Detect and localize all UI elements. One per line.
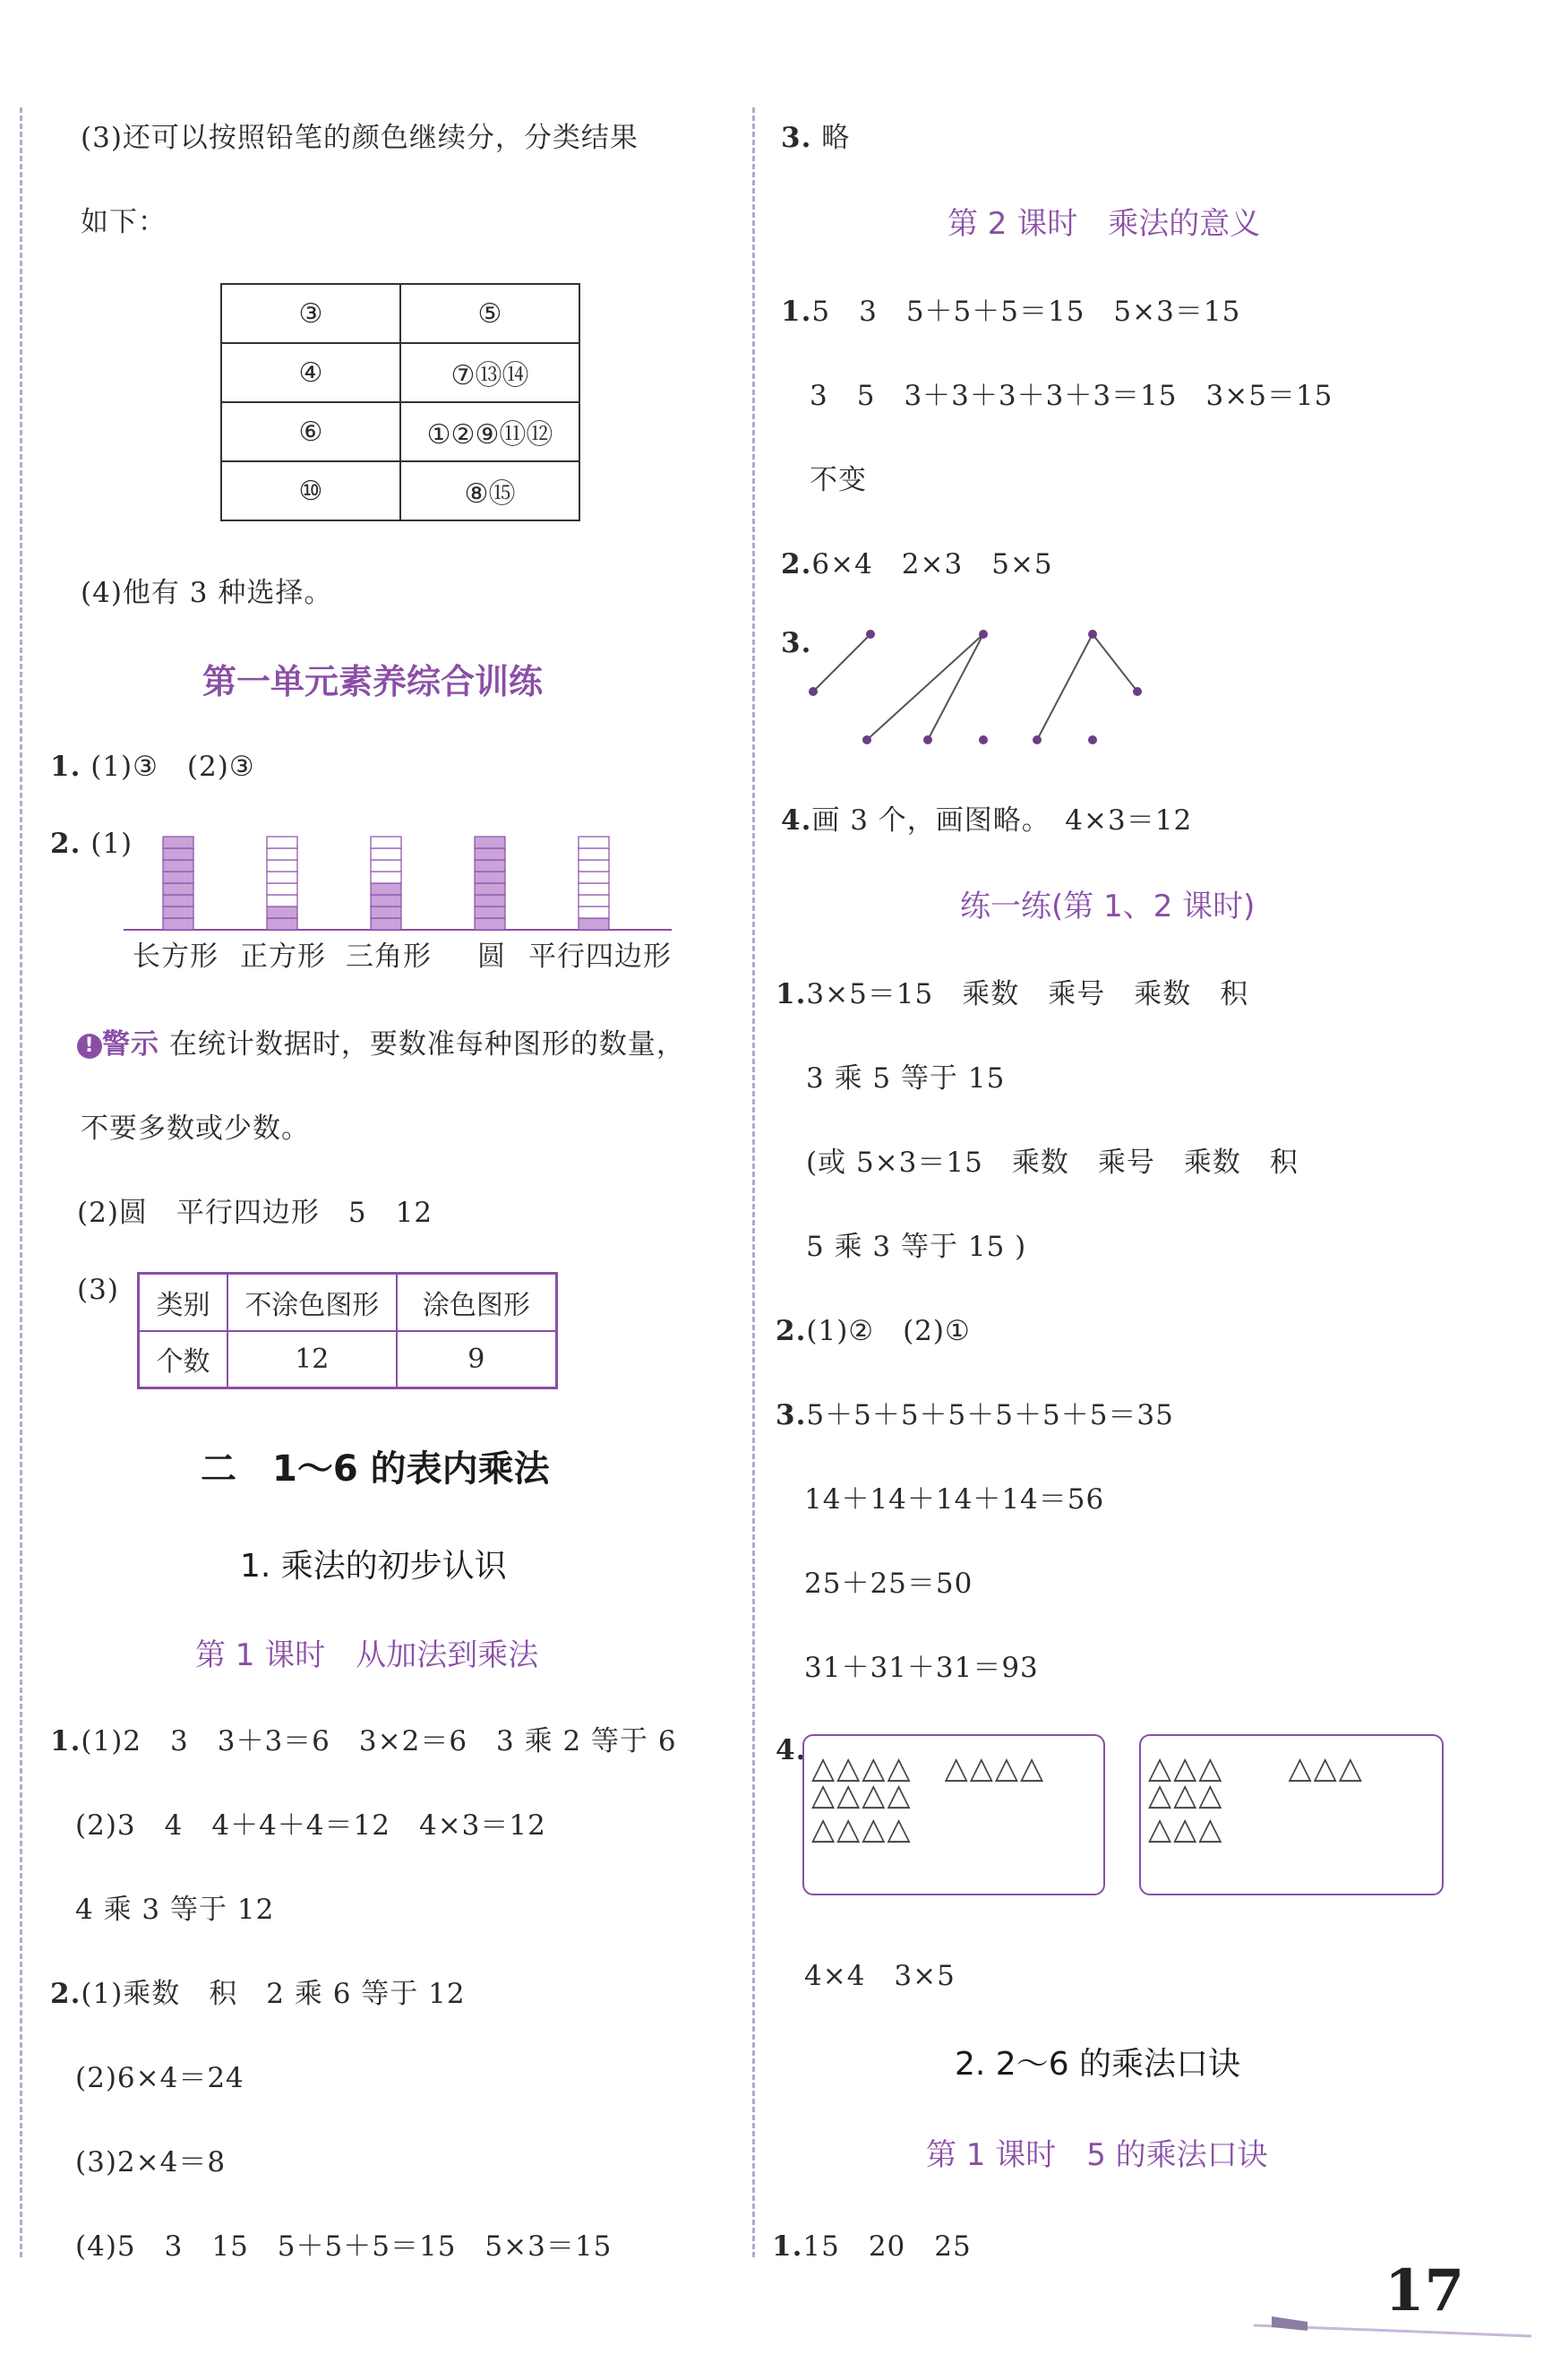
bar-圆 xyxy=(475,837,505,930)
l2-q1-a: 5 3 5＋5＋5＝15 5×3＝15 xyxy=(811,296,1241,328)
column-divider xyxy=(752,107,755,2257)
table-row xyxy=(221,284,579,343)
q2-part2: (2)圆 平行四边形 5 12 xyxy=(77,1197,433,1229)
triangle-row: △△△ xyxy=(1148,1777,1224,1813)
segment xyxy=(1037,634,1093,740)
table-cell: ④ xyxy=(221,343,400,402)
bar-cell xyxy=(371,848,401,860)
point xyxy=(979,630,988,639)
q2-part3: (3) xyxy=(77,1274,119,1306)
l1-q2-a: (1)乘数 积 2 乘 6 等于 12 xyxy=(81,1978,466,2010)
table-cell: 个数 xyxy=(139,1331,227,1388)
point xyxy=(979,735,988,744)
point xyxy=(866,630,875,639)
l1-q2-line-a xyxy=(50,1971,466,2011)
p-q1-d: 5 乘 3 等于 15 ) xyxy=(806,1231,1027,1263)
bar-cell xyxy=(579,872,609,883)
point xyxy=(809,687,818,696)
table-row xyxy=(221,343,579,402)
table-header: 类别 xyxy=(139,1274,227,1331)
l1-q1-number: 1. xyxy=(50,1725,81,1757)
p-q2: (1)② (2)① xyxy=(806,1315,971,1347)
bar-cell xyxy=(371,860,401,872)
point xyxy=(1088,630,1097,639)
table-header: 不涂色图形 xyxy=(227,1274,397,1331)
bar-label-triangle: 三角形 xyxy=(346,941,432,973)
l2-q1-c: 不变 xyxy=(810,464,867,496)
bar-cell xyxy=(163,848,193,860)
bar-cell xyxy=(475,895,505,906)
l2-q1-line-a xyxy=(781,288,1240,329)
point xyxy=(923,735,932,744)
bar-cell xyxy=(579,906,609,918)
l5-q1-number: 1. xyxy=(772,2230,803,2263)
table-row xyxy=(221,402,579,461)
lesson1-title: 第 1 课时 从加法到乘法 xyxy=(195,1637,539,1673)
segment xyxy=(1093,634,1137,692)
table-cell: 12 xyxy=(227,1331,397,1388)
bar-label-rectangle: 长方形 xyxy=(133,941,219,973)
q1-answer: (1)③ (2)③ xyxy=(90,751,255,783)
triangle-box-2 xyxy=(1139,1734,1444,1895)
l1-q1-b: (2)3 4 4＋4＋4＝12 4×3＝12 xyxy=(75,1809,546,1842)
bar-cell xyxy=(267,872,297,883)
bar-cell xyxy=(579,918,609,930)
segment xyxy=(813,634,870,692)
bar-cell xyxy=(371,895,401,906)
warning-text-cont: 不要多数或少数。 xyxy=(81,1113,310,1145)
r-q3-line xyxy=(781,115,850,155)
p-q1-c: (或 5×3＝15 乘数 乘号 乘数 积 xyxy=(806,1147,1299,1179)
triangle-row: △△△ xyxy=(1148,1811,1224,1847)
l2-q2-number: 2. xyxy=(781,548,812,580)
bar-cell xyxy=(267,906,297,918)
bar-cell xyxy=(475,906,505,918)
shape-count-table xyxy=(137,1272,558,1389)
l1-q2-c: (3)2×4＝8 xyxy=(75,2146,227,2178)
l2-q3-number: 3. xyxy=(781,627,812,659)
color-classification-table xyxy=(220,283,580,521)
practice-title: 练一练(第 1、2 课时) xyxy=(960,889,1256,924)
unit-review-title: 第一单元素养综合训练 xyxy=(202,662,544,701)
point xyxy=(1133,687,1142,696)
point xyxy=(1088,735,1097,744)
triangle-row: △△△ △△△ xyxy=(1148,1750,1364,1786)
bar-cell xyxy=(475,860,505,872)
bar-cell xyxy=(579,848,609,860)
l2-q4: 画 3 个，画图略。 4×3＝12 xyxy=(811,804,1193,837)
table-cell: 9 xyxy=(397,1331,557,1388)
p-q3-a: 5＋5＋5＋5＋5＋5＋5＝35 xyxy=(806,1399,1174,1431)
bar-正方形 xyxy=(267,837,297,930)
warning-icon: ! xyxy=(77,1034,102,1059)
l1-q2-b: (2)6×4＝24 xyxy=(75,2062,244,2094)
p-q3-c: 25＋25＝50 xyxy=(804,1568,973,1600)
warning-label: 警示 xyxy=(102,1028,159,1061)
bar-cell xyxy=(267,837,297,848)
triangle-box-1 xyxy=(802,1734,1105,1895)
l2-q2: 6×4 2×3 5×5 xyxy=(811,548,1053,580)
p-q4-number: 4. xyxy=(776,1734,807,1766)
warning-text: 在统计数据时，要数准每种图形的数量， xyxy=(168,1028,685,1061)
bar-cell xyxy=(163,918,193,930)
r-q3-answer: 略 xyxy=(821,122,851,154)
bar-cell xyxy=(267,918,297,930)
l1-q1-c: 4 乘 3 等于 12 xyxy=(75,1894,275,1926)
p-q1-a: 3×5＝15 乘数 乘号 乘数 积 xyxy=(806,978,1249,1010)
bar-cell xyxy=(579,837,609,848)
bar-label-parallelogram: 平行四边形 xyxy=(528,941,672,973)
bar-三角形 xyxy=(371,837,401,930)
p-q2-line xyxy=(776,1308,971,1348)
table-cell: ①②⑨⑪⑫ xyxy=(400,402,579,461)
warning-line xyxy=(77,1021,685,1061)
section2-title: 2. 2～6 的乘法口诀 xyxy=(955,2046,1241,2083)
triangle-row: △△△△ △△△△ xyxy=(811,1750,1046,1786)
table-header: 涂色图形 xyxy=(397,1274,557,1331)
bar-cell xyxy=(371,883,401,895)
section-title: 1. 乘法的初步认识 xyxy=(240,1548,507,1585)
l2-q1-b: 3 5 3＋3＋3＋3＋3＝15 3×5＝15 xyxy=(810,380,1333,412)
l2-q4-number: 4. xyxy=(781,804,812,837)
chapter-title: 二 1～6 的表内乘法 xyxy=(201,1448,550,1490)
bar-cell xyxy=(371,918,401,930)
q2-number: 2. xyxy=(50,828,81,860)
l1-q1-line-a xyxy=(50,1718,677,1758)
p-q1-b: 3 乘 5 等于 15 xyxy=(806,1062,1006,1095)
bar-cell xyxy=(475,918,505,930)
bar-cell xyxy=(579,883,609,895)
bar-cell xyxy=(475,848,505,860)
l2-q2-line xyxy=(781,541,1053,581)
segment xyxy=(867,634,983,740)
table-row xyxy=(221,461,579,520)
bar-cell xyxy=(579,860,609,872)
bar-cell xyxy=(475,883,505,895)
lesson5-title: 第 1 课时 5 的乘法口诀 xyxy=(926,2137,1268,2173)
bar-cell xyxy=(267,848,297,860)
bar-cell xyxy=(163,906,193,918)
p-q3-line-a xyxy=(776,1392,1174,1432)
p4-answer: (4)他有 3 种选择。 xyxy=(81,577,333,609)
p3-intro: (3)还可以按照铅笔的颜色继续分，分类结果 xyxy=(81,122,639,154)
q2-part1: (1) xyxy=(90,828,133,860)
bar-cell xyxy=(267,860,297,872)
bar-label-circle: 圆 xyxy=(477,941,506,973)
r-q3-number: 3. xyxy=(781,122,812,154)
bar-cell xyxy=(371,906,401,918)
table-cell: ③ xyxy=(221,284,400,343)
l1-q1-a: (1)2 3 3＋3＝6 3×2＝6 3 乘 2 等于 6 xyxy=(81,1725,677,1757)
bar-cell xyxy=(163,837,193,848)
bar-cell xyxy=(267,883,297,895)
segment xyxy=(928,634,983,740)
point xyxy=(862,735,871,744)
bar-cell xyxy=(579,895,609,906)
table-cell: ⑩ xyxy=(221,461,400,520)
p-q4-answer: 4×4 3×5 xyxy=(804,1960,956,1992)
bar-cell xyxy=(371,872,401,883)
p-q3-b: 14＋14＋14＋14＝56 xyxy=(804,1483,1105,1516)
table-cell: ⑦⑬⑭ xyxy=(400,343,579,402)
q1-number: 1. xyxy=(50,751,81,783)
l2-q4-line xyxy=(781,797,1192,838)
p-q3-number: 3. xyxy=(776,1399,807,1431)
point xyxy=(1033,735,1042,744)
l5-q1-line xyxy=(772,2223,972,2264)
table-cell: ⑥ xyxy=(221,402,400,461)
l1-q2-d: (4)5 3 15 5＋5＋5＝15 5×3＝15 xyxy=(75,2230,613,2263)
l1-q2-number: 2. xyxy=(50,1978,81,2010)
p-q3-d: 31＋31＋31＝93 xyxy=(804,1652,1039,1684)
table-cell: ⑤ xyxy=(400,284,579,343)
bar-cell xyxy=(371,837,401,848)
l5-q1: 15 20 25 xyxy=(802,2230,972,2263)
left-margin-line xyxy=(20,107,22,2257)
bar-长方形 xyxy=(163,837,193,930)
bar-label-square: 正方形 xyxy=(240,941,326,973)
p-q1-number: 1. xyxy=(776,978,807,1010)
bar-cell xyxy=(163,872,193,883)
table-cell: ⑧⑮ xyxy=(400,461,579,520)
bar-cell xyxy=(163,860,193,872)
triangle-row: △△△△ xyxy=(811,1811,913,1847)
bar-cell xyxy=(267,895,297,906)
page-number: 17 xyxy=(1385,2257,1465,2324)
bar-平行四边形 xyxy=(579,837,609,930)
p-q2-number: 2. xyxy=(776,1315,807,1347)
triangle-row: △△△△ xyxy=(811,1777,913,1813)
bar-cell xyxy=(475,872,505,883)
bar-cell xyxy=(163,895,193,906)
bar-cell xyxy=(163,883,193,895)
q1-line xyxy=(50,743,255,784)
p-q1-line-a xyxy=(776,971,1248,1011)
p3-intro-cont: 如下： xyxy=(81,206,167,238)
line-segment-diagram xyxy=(797,618,1155,752)
bar-cell xyxy=(475,837,505,848)
lesson2-title: 第 2 课时 乘法的意义 xyxy=(947,206,1261,242)
l2-q1-number: 1. xyxy=(781,296,812,328)
